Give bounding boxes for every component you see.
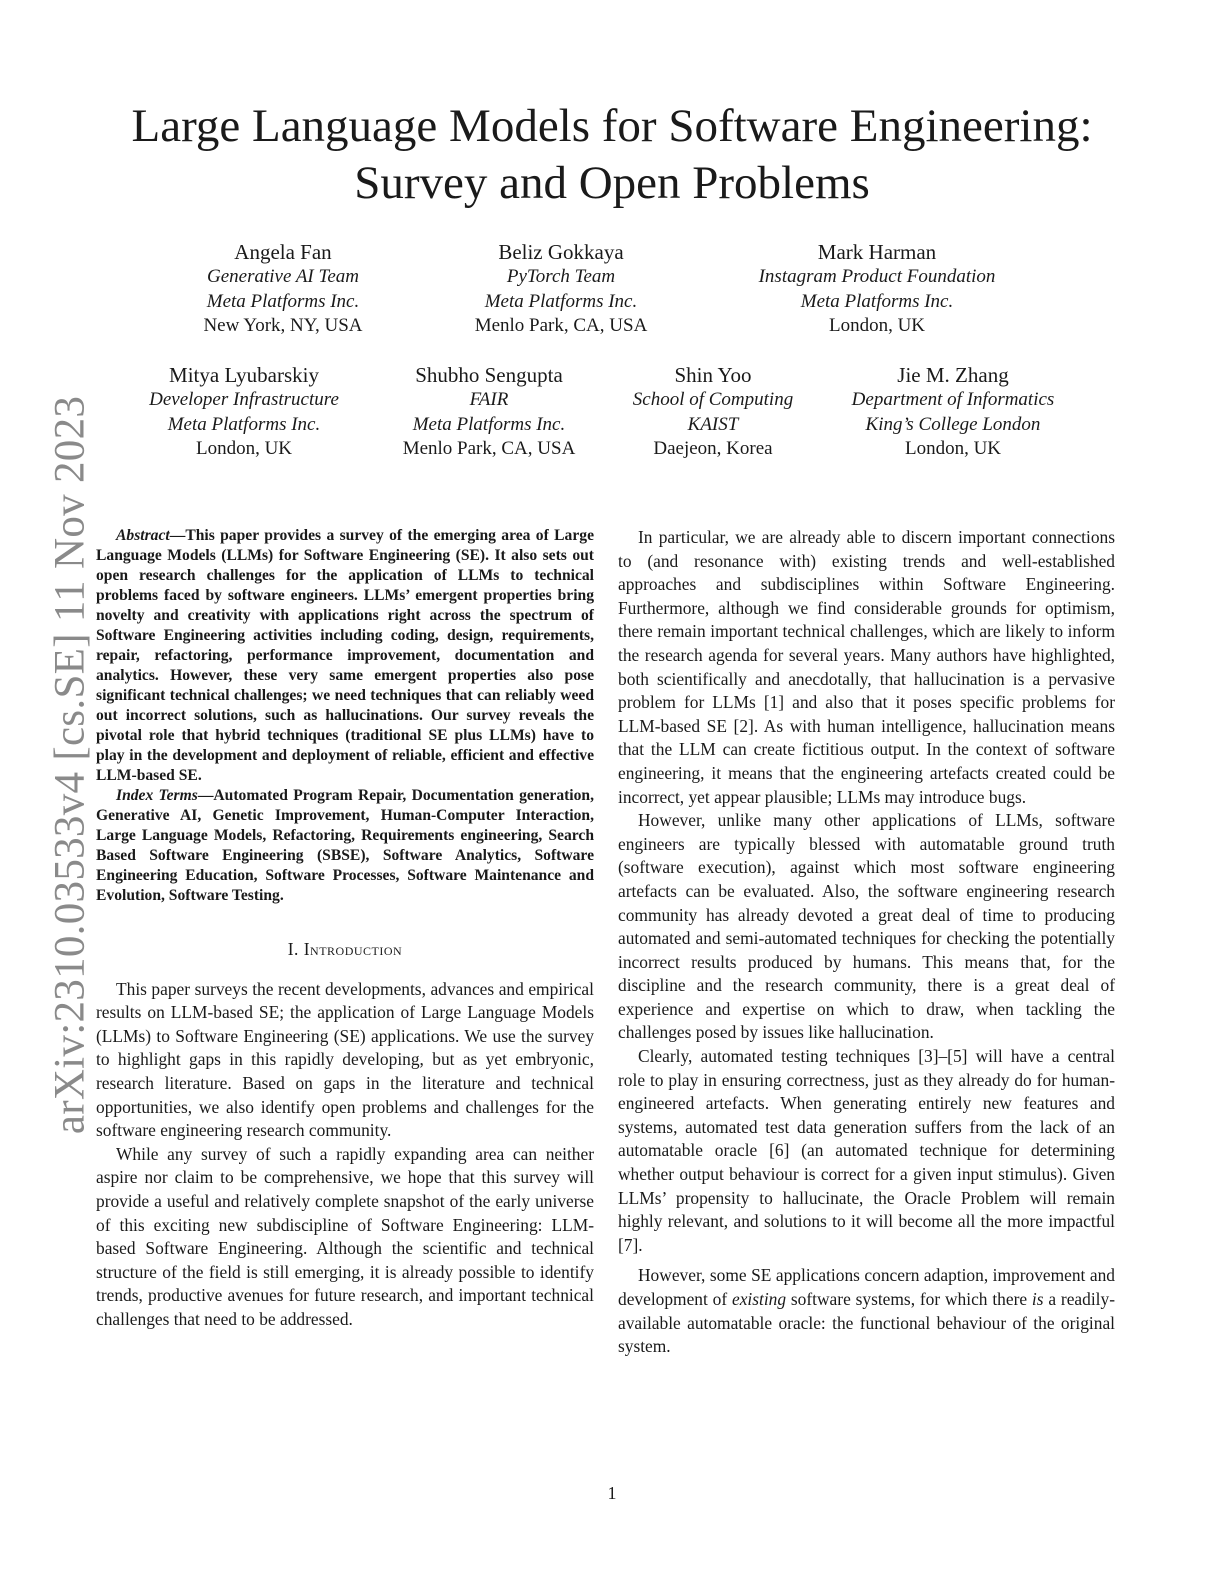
page-number: 1 — [607, 1483, 617, 1503]
body-paragraph: However, unlike many other applications of LLMs, software engineers are typically blessed with automatable ground truth (software execution), against which most software engineering artefacts can be evaluated. Also, the software engineering research community has already devoted a great deal of time to producing automated and semi-automated techniques for checking the potentially incorrect results produced by humans. This means that, for the discipline and the research community, there is a great deal of experience and expertise on which to draw, when tackling the challenges posed by issues like hallucination. — [618, 810, 1115, 1043]
author-name: Shubho Sengupta — [415, 363, 563, 387]
author-block — [203, 239, 362, 339]
text-run: However, some SE applications concern adaption, improvement and development of — [618, 1265, 1115, 1309]
author-name: Mark Harman — [817, 240, 937, 264]
emphasis: is — [1031, 1289, 1044, 1309]
author-team: FAIR — [469, 389, 509, 410]
author-name: Shin Yoo — [674, 363, 752, 387]
author-org: Meta Platforms Inc. — [800, 290, 954, 312]
section-number: I. — [287, 939, 304, 959]
author-org: Meta Platforms Inc. — [167, 413, 321, 435]
author-name: Mitya Lyubarskiy — [169, 363, 319, 387]
author-team: School of Computing — [632, 389, 794, 410]
body-paragraph: While any survey of such a rapidly expanding area can neither aspire nor claim to be comprehensive, we hope that this survey will provide a useful and relatively complete snapshot of the early universe of this exciting new subdiscipline of Software Engineering: LLM-based Software Engineering. Although the scientific and technical structure of the field is still emerging, it is already possible to identify trends, productive avenues for future research, and important technical challenges that need to be addressed. — [96, 1143, 594, 1329]
author-block — [759, 239, 996, 339]
author-name: Jie M. Zhang — [897, 363, 1009, 387]
body-paragraph — [618, 1264, 1115, 1358]
arxiv-identifier-stamp: arXiv:2310.03533v4 [cs.SE] 11 Nov 2023 — [46, 395, 94, 1135]
author-name: Angela Fan — [234, 240, 332, 264]
title-line-2: Survey and Open Problems — [354, 157, 870, 209]
section-title: Introduction — [303, 939, 403, 959]
author-team: Generative AI Team — [207, 266, 359, 287]
text-run: software systems, for which there — [786, 1289, 1032, 1309]
author-location: Menlo Park, CA, USA — [474, 315, 648, 336]
author-location: New York, NY, USA — [203, 315, 363, 336]
author-block — [475, 239, 648, 339]
author-location: Daejeon, Korea — [653, 438, 773, 459]
author-block — [403, 362, 576, 462]
abstract-label: Abstract — [116, 527, 170, 544]
author-block — [633, 362, 793, 462]
author-block — [149, 362, 339, 462]
emphasis: existing — [731, 1289, 787, 1309]
index-terms-text: —Automated Program Repair, Documentation generation, Generative AI, Genetic Improvement, Human-Computer Interaction, Large Language Models, Refactoring, Requirements engineering, Search Based Software Engineering (SBSE), Software Analytics, Software Engineering Education, Software Processes, Software Maintenance and Evolution, Software Testing. — [96, 787, 595, 904]
body-paragraph: Clearly, automated testing techniques [3]–[5] will have a central role to play in ensuring correctness, just as they already do for human-engineered artefacts. When generating entirely new features and systems, automated test data generation suffers from the lack of an automatable oracle [6] (an automated technique for determining whether output behaviour is correct for a given input stimulus). Given LLMs’ propensity to hallucinate, the Oracle Problem will remain highly relevant, and solutions to it will become all the more impactful [7]. — [618, 1046, 1115, 1255]
author-location: London, UK — [828, 315, 926, 336]
index-terms — [96, 786, 594, 906]
body-paragraph: This paper surveys the recent developments, advances and empirical results on LLM-based SE; the application of Large Language Models (LLMs) to Software Engineering (SE) applications. We use the survey to highlight gaps in this rapidly developing, but as yet embryonic, research literature. Based on gaps in the literature and technical opportunities, we also identify open problems and challenges for the software engineering research community. — [96, 978, 594, 1141]
right-column — [618, 526, 1115, 1359]
body-paragraph: In particular, we are already able to discern important connections to (and resonance with) existing trends and well-established approaches and subdisciplines within Software Engineering. Furthermore, although we find considerable grounds for optimism, there remain important technical challenges, which are likely to inform the research agenda for several years. Many authors have highlighted, both scientifically and anecdotally, that hallucination is a pervasive problem for LLMs [1] and also that it poses specific problems for LLM-based SE [2]. As with human intelligence, hallucination means that the LLM can create fictitious output. In the context of software engineering, it means that the engineering artefacts created could be incorrect, yet appear plausible; LLMs may introduce bugs. — [618, 527, 1115, 807]
author-org: Meta Platforms Inc. — [484, 290, 638, 312]
author-team: PyTorch Team — [506, 266, 616, 287]
paper-title — [60, 98, 1164, 212]
author-org: KAIST — [687, 413, 739, 435]
author-org: King’s College London — [865, 413, 1041, 435]
text-run: a readily-available automatable oracle: the functional behaviour of the original system. — [618, 1289, 1115, 1357]
index-terms-label: Index Terms — [116, 787, 198, 804]
author-location: Menlo Park, CA, USA — [402, 438, 576, 459]
author-block — [852, 362, 1055, 462]
author-location: London, UK — [904, 438, 1002, 459]
author-name: Beliz Gokkaya — [498, 240, 624, 264]
author-org: Meta Platforms Inc. — [206, 290, 360, 312]
abstract — [96, 526, 594, 786]
section-heading — [96, 938, 594, 962]
author-team: Developer Infrastructure — [149, 389, 339, 410]
author-location: London, UK — [195, 438, 293, 459]
left-column — [96, 526, 594, 1332]
title-line-1: Large Language Models for Software Engineering: — [131, 100, 1093, 152]
abstract-text: —This paper provides a survey of the emerging area of Large Language Models (LLMs) for Software Engineering (SE). It also sets out open research challenges for the application of LLMs to technical problems faced by software engineers. LLMs’ emergent properties bring novelty and creativity with applications right across the spectrum of Software Engineering activities including coding, design, requirements, repair, refactoring, performance improvement, documentation and analytics. However, these very same emergent properties also pose significant technical challenges; we need techniques that can reliably weed out incorrect solutions, such as hallucinations. Our survey reveals the pivotal role that hybrid techniques (traditional SE plus LLMs) have to play in the development and deployment of reliable, efficient and effective LLM-based SE. — [96, 527, 594, 784]
author-team: Department of Informatics — [851, 389, 1055, 410]
author-org: Meta Platforms Inc. — [412, 413, 566, 435]
author-team: Instagram Product Foundation — [758, 266, 996, 287]
